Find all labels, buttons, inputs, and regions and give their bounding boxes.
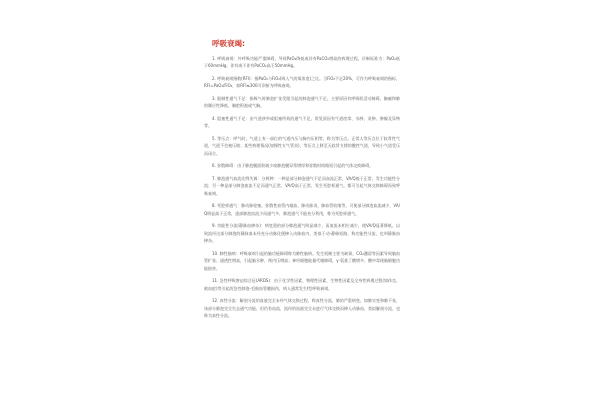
paragraph: 9. 功能性分流(静脉血掺杂)：病变重的部分肺泡通气明显减少，而血流未相应减少，使VA/Q显著降低，以致流经这部分肺泡的静脉血未经充分动脉化便掺入动脉血内，类似于动-静脉短路，称功能性分流，也叫静脉血掺杂。 xyxy=(204,223,400,244)
paragraph: 3. 限制性通气不足：指吸气时肺泡扩张受限引起的肺泡通气不足。主要原因有呼吸肌活动障碍、胸廓和肺的顺应性降低、胸腔积液或气胸。 xyxy=(204,96,400,109)
paragraph: 2. 呼吸衰竭指数(RFI)：指PaO₂与FiO₂(吸入气的氧浓度)之比。当FiO₂不足20%，可作为呼吸衰竭的指标，RFI=PaO₂/FiO₂，如RFI≤300可诊断为呼吸衰竭。 xyxy=(204,76,400,89)
paragraph: 4. 阻塞性通气不足：由气道狭窄或阻塞所致的通气不足。常见原因有气道痉挛、水肿、炎肿、肿瘤及异物等。 xyxy=(204,116,400,129)
paragraph: 12. 真性分流：解剖分流的血液完全未经气体交换过程，称真性分流，肺的严重病变，如肺实变和肺不张，该部分肺泡完全失去通气功能，但仍有血流，流经的血液完全未进行气体交换而掺入动脉血，类似解剖分流，也称为真性分流。 xyxy=(204,298,400,319)
document-body xyxy=(204,55,400,325)
paragraph: 5. 等压点：呼气时，气道上有一部位的气道内压与胸内压相等，称为等压点。正常人等压点位于软骨性气道，气道不会被压缩；某些病理情况(如慢性支气管炎)，等压点上移至无软骨支撑的膜性气道，导致小气道受压而闭合。 xyxy=(204,136,400,156)
paragraph: 10. 肺性脑病：呼吸衰竭引起的脑功能障碍称为肺性脑病。发生机制主要为缺氧、CO₂潴留等因素导致脑血管扩张、通透性增高，引起脑水肿，颅内压增高；神经细胞能量代谢障碍，γ-氨基丁酸增多，酸中毒使脑细胞功能损害。 xyxy=(204,250,400,271)
document-title: 呼吸衰竭: xyxy=(212,39,245,48)
paragraph: 11. 急性呼吸窘迫综合征(ARDS)：由于化学性因素、物理性因素、生物性因素及全身性病理过程(如休克、败血症)等引起的急性肺泡-毛细血管膜损伤，病人通常发生Ⅰ型呼吸衰竭。 xyxy=(204,278,400,291)
paragraph: 6. 弥散障碍：由于肺泡膜面积减少或肺泡膜异常增厚和弥散时间缩短引起的气体交换障碍。 xyxy=(212,163,374,169)
paragraph: 7. 肺泡通气血流比例失调：分两种：一种是部分肺泡通气不足而血流正常，VA/Q低于正常，发生功能性分流；另一种是部分肺泡血流不足而通气正常，VA/Q高于正常，发生死腔样通气，都可引起气体交换障碍而致呼吸衰竭。 xyxy=(204,176,400,196)
paragraph: 1. 呼吸衰竭：外呼吸功能严重障碍，导致PaO₂降低或伴有PaCO₂增高的病理过程。诊断标准为：PaO₂低于60mmHg，伴有或不伴有PaCO₂高于50mmHg。 xyxy=(204,56,400,69)
paragraph: 8. 死腔样通气：肺动脉栓塞、弥散性血管内凝血、肺动脉炎、肺血管收缩等，可使部分肺泡血流减少，VA/Q明显高于正常，患部肺泡血流少而通气多，肺泡通气不能充分利用，称为死腔样通气。 xyxy=(204,203,400,216)
